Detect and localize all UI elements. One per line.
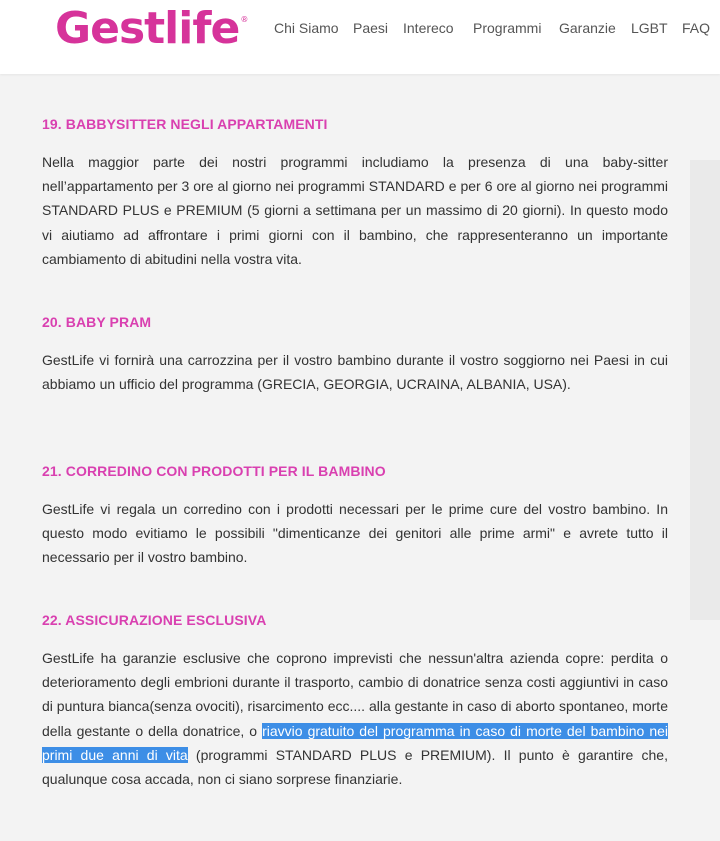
nav-lgbt[interactable]: LGBT — [631, 20, 668, 36]
section-title: 21. CORREDINO CON PRODOTTI PER IL BAMBINO — [42, 463, 386, 479]
nav-intereco[interactable]: Intereco — [403, 20, 454, 36]
section-text: Nella maggior parte dei nostri programmi includiamo la presenza di una baby-sitter nell’appartamento per 3 ore al giorno nei programmi STANDARD e per 6 ore al giorno nei programmi STANDARD PLUS e PREMIUM (5 giorni a settimana per un massimo di 20 giorni). In questo modo vi aiutiamo ad affrontare i primi giorni con il bambino, che rappresenteranno un importante cambiamento di abitudini nella vostra vita. — [42, 154, 668, 267]
nav-paesi[interactable]: Paesi — [353, 20, 389, 36]
text-before: GestLife ha garanzie esclusive che coprono imprevisti che nessun'altra azienda copre: perdita o deterioramento degli embrioni durante il trasporto, cambio di donatrice senza costi aggiuntivi in caso di puntura bianca(senza ovociti), risarcimento ecc.... alla gestante in caso di aborto spontaneo, morte della gestante o della donatrice, o — [42, 650, 668, 739]
section-title: 22. ASSICURAZIONE ESCLUSIVA — [42, 612, 267, 628]
registered-mark: ® — [240, 15, 249, 24]
section-assicurazione — [42, 608, 668, 791]
section-title: 19. BABBYSITTER NEGLI APPARTAMENTI — [42, 116, 328, 132]
nav-garanzie[interactable]: Garanzie — [559, 20, 616, 36]
site-header — [0, 0, 720, 74]
section-text — [42, 646, 668, 791]
section-title: 20. BABY PRAM — [42, 314, 152, 330]
section-text: GestLife vi regala un corredino con i prodotti necessari per le prime cure del vostro bambino. In questo modo evitiamo le possibili "dimenticanze dei genitori alle prime armi" e avrete tutto il necessario per il vostro bambino. — [42, 501, 668, 566]
section-text: GestLife vi fornirà una carrozzina per il vostro bambino durante il vostro soggiorno nei Paesi in cui abbiamo un ufficio del programma (GRECIA, GEORGIA, UCRAINA, ALBANIA, USA). — [42, 352, 668, 393]
nav-faq[interactable]: FAQ — [682, 20, 711, 36]
side-panel — [690, 160, 720, 620]
highlighted-text[interactable]: riavvio gratuito del programma in caso di morte del bambino nei primi due anni di vita — [42, 722, 668, 763]
text-after: (programmi STANDARD PLUS e PREMIUM). Il punto è garantire che, qualunque cosa accada, non ci siano sorprese finanziarie. — [42, 746, 668, 788]
section-babysitter — [42, 112, 668, 271]
section-baby-pram — [42, 310, 668, 396]
section-corredino — [42, 459, 668, 570]
nav-chi-siamo[interactable]: Chi Siamo — [274, 20, 339, 36]
gestlife-logo[interactable] — [55, 3, 248, 55]
logo-text: Gestlife — [55, 3, 240, 54]
nav-programmi[interactable]: Programmi — [473, 20, 542, 36]
